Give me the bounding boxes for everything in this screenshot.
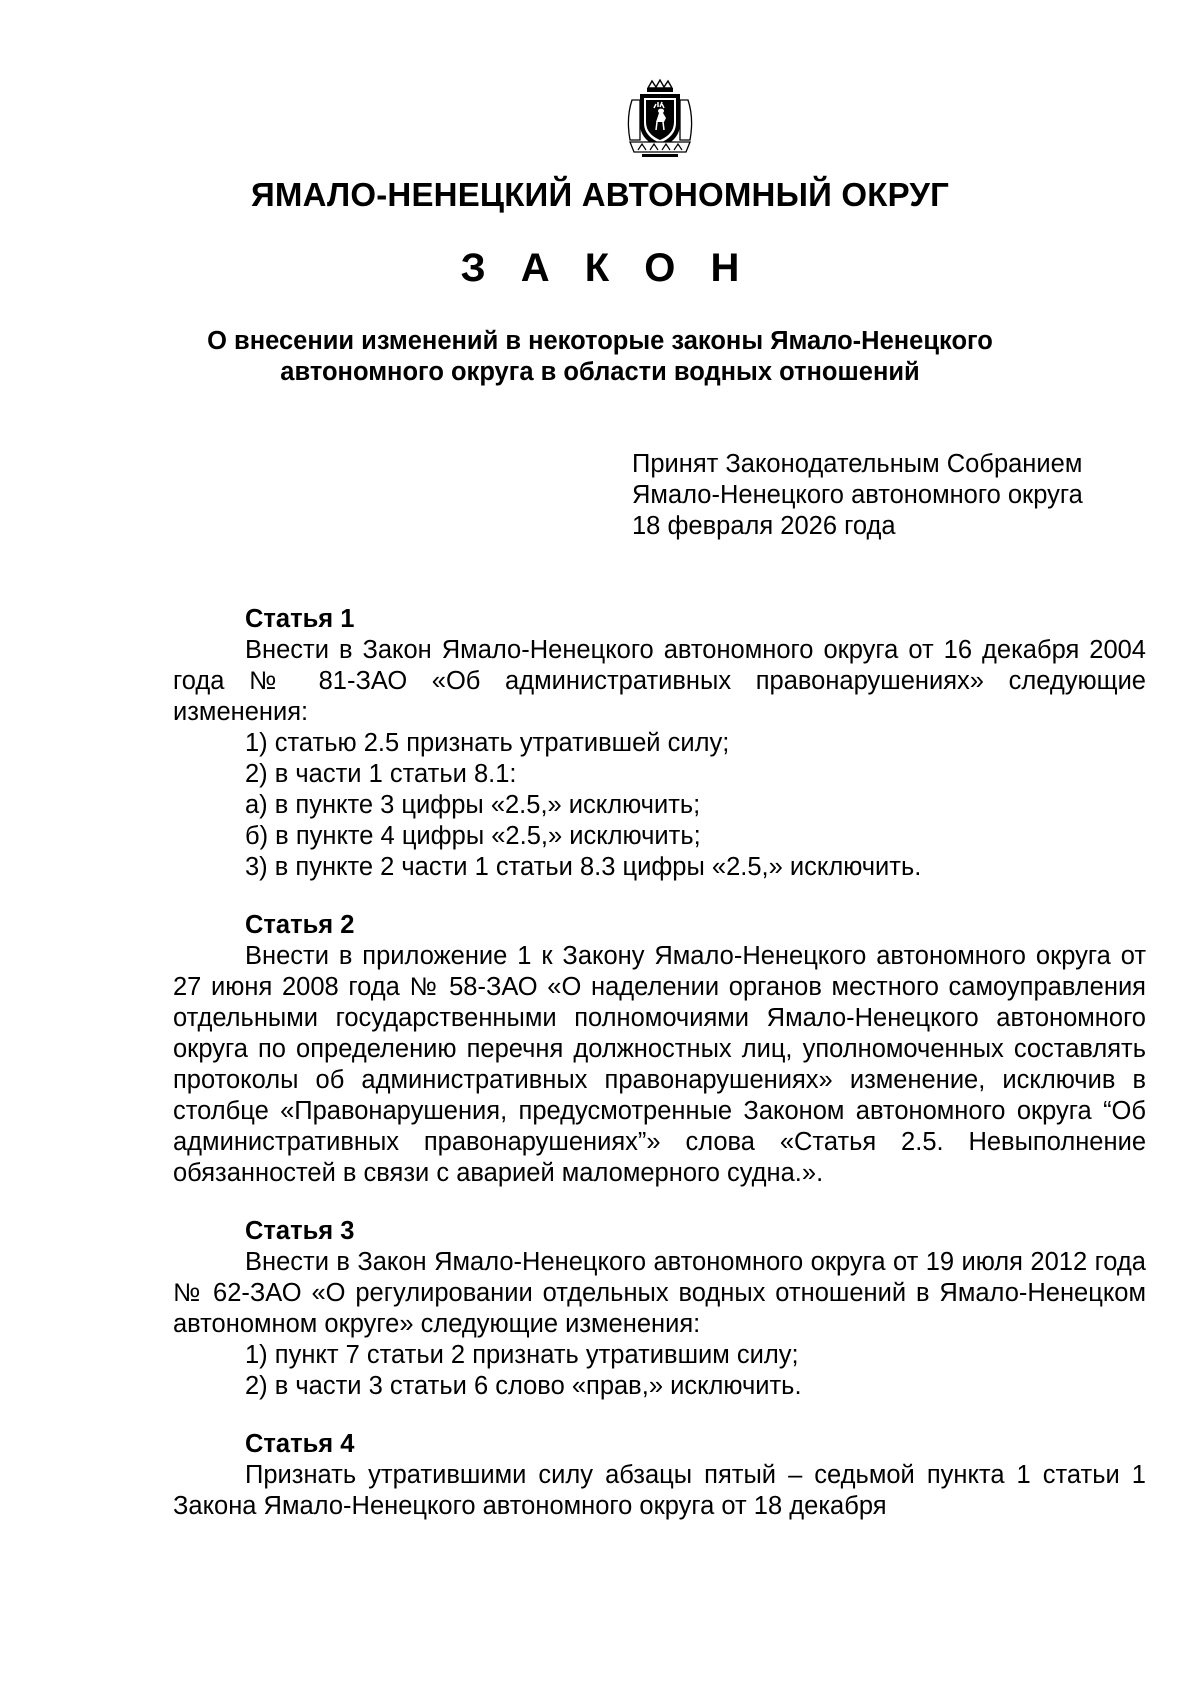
- law-body: [173, 603, 1146, 1548]
- article-item: 3) в пункте 2 части 1 статьи 8.3 цифры «2.5,» исключить.: [245, 853, 922, 881]
- article-heading: Статья 1: [245, 605, 355, 633]
- article-2: [173, 909, 1146, 1189]
- article-text: Внести в Закон Ямало-Ненецкого автономного округа от 19 июля 2012 года № 62-ЗАО «О регулировании отдельных водных отношений в Ямало-Ненецком автономном округе» следующие изменения:: [173, 1248, 1146, 1338]
- adoption-block: [632, 449, 1083, 542]
- coat-of-arms-icon: [620, 78, 700, 160]
- law-title-line: автономного округа в области водных отношений: [280, 358, 920, 386]
- article-heading: Статья 2: [245, 911, 355, 939]
- adoption-line: Принят Законодательным Собранием: [632, 450, 1083, 478]
- article-heading: Статья 4: [245, 1430, 355, 1458]
- law-title-line: О внесении изменений в некоторые законы Ямало-Ненецкого: [207, 327, 993, 355]
- adoption-date: 18 февраля 2026 года: [632, 512, 896, 540]
- region-title: ЯМАЛО-НЕНЕЦКИЙ АВТОНОМНЫЙ ОКРУГ: [250, 176, 950, 213]
- article-heading: Статья 3: [245, 1217, 355, 1245]
- article-text: Внести в Закон Ямало-Ненецкого автономного округа от 16 декабря 2004 года № 81-ЗАО «Об административных правонарушениях» следующие изменения:: [173, 636, 1146, 726]
- article-text: Внести в приложение 1 к Закону Ямало-Ненецкого автономного округа от 27 июня 2008 года № 58-ЗАО «О наделении органов местного самоуправления отдельными государственными полномочиями Ямало-Ненецкого автономного округа по определению перечня должностных лиц, уполномоченных составлять протоколы об административных правонарушениях» изменение, исключив в столбце «Правонарушения, предусмотренные Законом автономного округа “Об административных правонарушениях”» слова «Статья 2.5. Невыполнение обязанностей в связи с аварией маломерного судна.».: [173, 942, 1146, 1187]
- adoption-line: Ямало-Ненецкого автономного округа: [632, 481, 1083, 509]
- article-item: 1) пункт 7 статьи 2 признать утратившим силу;: [245, 1341, 799, 1369]
- article-item: 2) в части 3 статьи 6 слово «прав,» исключить.: [245, 1372, 802, 1400]
- article-item: а) в пункте 3 цифры «2.5,» исключить;: [245, 791, 701, 819]
- article-3: [173, 1215, 1146, 1402]
- article-item: 2) в части 1 статьи 8.1:: [245, 760, 517, 788]
- article-4: [173, 1428, 1146, 1522]
- article-text: Признать утратившими силу абзацы пятый – седьмой пункта 1 статьи 1 Закона Ямало-Ненецкого автономного округа от 18 декабря: [173, 1461, 1146, 1520]
- article-1: [173, 603, 1146, 883]
- document-type-title: З А К О Н: [460, 246, 752, 290]
- article-item: б) в пункте 4 цифры «2.5,» исключить;: [245, 822, 701, 850]
- article-item: 1) статью 2.5 признать утратившей силу;: [245, 729, 730, 757]
- law-title: [0, 326, 1200, 388]
